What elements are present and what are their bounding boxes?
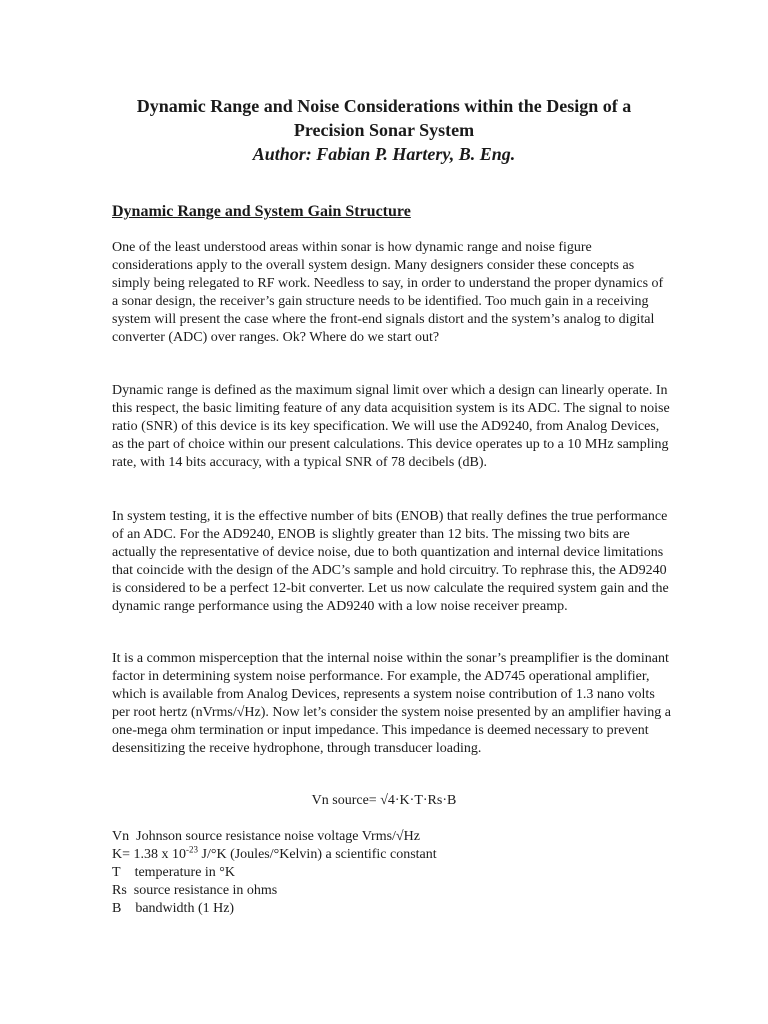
definition-b bbox=[112, 900, 672, 918]
definition-text: bandwidth (1 Hz) bbox=[135, 901, 235, 916]
definition-rs bbox=[112, 882, 672, 900]
definition-symbol: T bbox=[112, 865, 121, 880]
definition-text: source resistance in ohms bbox=[133, 883, 278, 898]
definition-text: Johnson source resistance noise voltage Vrms/√Hz bbox=[136, 829, 420, 844]
definition-symbol: K= 1.38 x 10 bbox=[112, 847, 187, 862]
noise-equation: Vn source= √4·K·T·Rs·B bbox=[311, 793, 457, 808]
definition-text: temperature in °K bbox=[134, 865, 236, 880]
definition-symbol: Vn bbox=[112, 829, 130, 844]
paragraph-3: In system testing, it is the effective number of bits (ENOB) that really defines the true performance of an ADC. For the AD9240, ENOB is slightly greater than 12 bits. The missing two bits are actually the representative of device noise, due to both quantization and internal device limitations that coincide with the design of the ADC’s sample and hold circuitry. To rephrase this, the AD9240 is considered to be a perfect 12-bit converter. Let us now calculate the required system gain and the dynamic range performance using the AD9240 with a low noise receiver preamp. bbox=[112, 509, 669, 614]
definition-symbol: Rs bbox=[112, 883, 127, 898]
paragraph-2: Dynamic range is defined as the maximum signal limit over which a design can linearly operate. In this respect, the basic limiting feature of any data acquisition system is its ADC. The signal to noise ratio (SNR) of this device is its key specification. We will use the AD9240, from Analog Devices, as the part of choice within our present calculations. This device operates up to a 10 MHz sampling rate, with 14 bits accuracy, with a typical SNR of 78 decibels (dB). bbox=[112, 383, 670, 470]
section-heading: Dynamic Range and System Gain Structure bbox=[112, 203, 411, 220]
paragraph-1: One of the least understood areas within sonar is how dynamic range and noise figure considerations apply to the overall system design. Many designers consider these concepts as simply being relegated to RF work. Needless to say, in order to understand the proper dynamics of a sonar design, the receiver’s gain structure needs to be identified. Too much gain in a receiving system will present the case where the front-end signals distort and the system’s analog to digital converter (ADC) over ranges. Ok? Where do we start out? bbox=[112, 240, 664, 345]
document-title: Dynamic Range and Noise Considerations within the Design of a Precision Sonar System bbox=[136, 96, 632, 140]
document-author: Author: Fabian P. Hartery, B. Eng. bbox=[252, 144, 516, 164]
definitions-list bbox=[112, 828, 672, 918]
paragraph-4: It is a common misperception that the internal noise within the sonar’s preamplifier is the dominant factor in determining system noise performance. For example, the AD745 operational amplifier, which is available from Analog Devices, represents a system noise contribution of 1.3 nano volts per root hertz (nVrms/√Hz). Now let’s consider the system noise presented by an amplifier having a one-mega ohm termination or input impedance. This impedance is deemed necessary to prevent desensitizing the receive hydrophone, through transducer loading. bbox=[112, 651, 671, 756]
definition-t bbox=[112, 864, 672, 882]
definition-text: J/°K (Joules/°Kelvin) a scientific constant bbox=[198, 847, 437, 862]
definition-symbol: B bbox=[112, 901, 122, 916]
definition-k bbox=[112, 846, 672, 864]
definition-vn bbox=[112, 828, 672, 846]
definition-exponent: -23 bbox=[186, 844, 199, 855]
